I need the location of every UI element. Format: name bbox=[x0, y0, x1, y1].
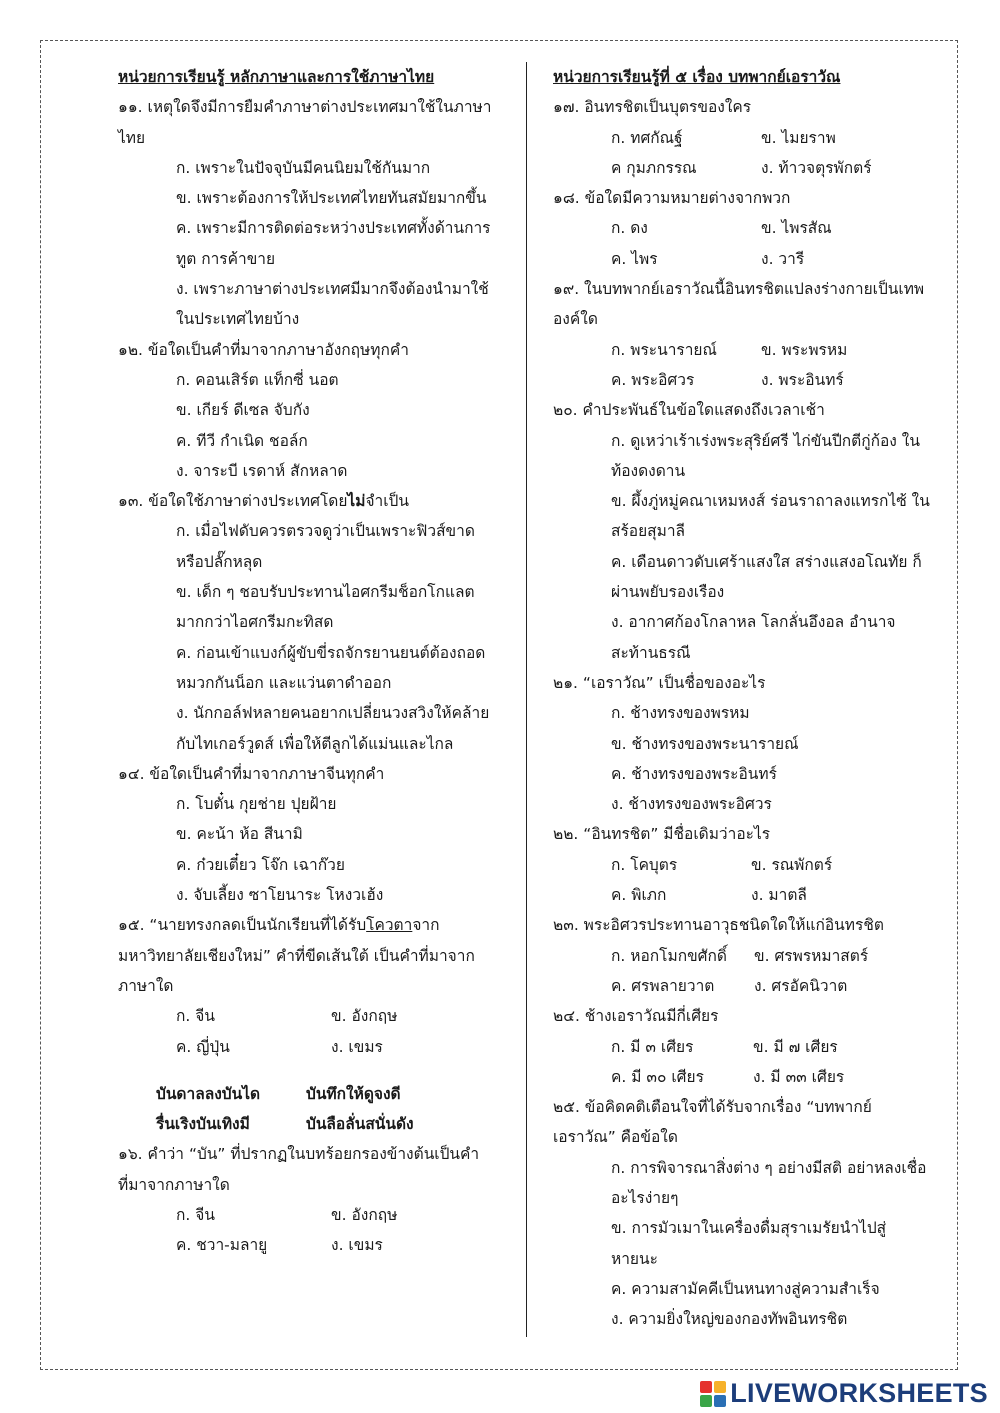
question-11 bbox=[118, 92, 498, 334]
option[interactable]: ค. พระอิศวร bbox=[611, 370, 695, 389]
question-text: ๑๙. ในบทพากย์เอราวัณนี้อินทรชิตแปลงร่างกายเป็นเทพองค์ใด bbox=[553, 280, 925, 329]
question-17 bbox=[553, 92, 933, 183]
option[interactable]: ง. จาระบี เรดาห์ สักหลาด bbox=[176, 461, 348, 480]
option[interactable]: ง. พระอินทร์ bbox=[761, 370, 844, 389]
option-row bbox=[553, 1062, 933, 1092]
option[interactable]: ง. วารี bbox=[761, 249, 805, 268]
question-text: ๑๑. เหตุใดจึงมีการยืมคำภาษาต่างประเทศมาใช้ในภาษาไทย bbox=[118, 98, 492, 147]
option[interactable]: ค. ไพร bbox=[611, 249, 658, 268]
option[interactable]: ข. ไมยราพ bbox=[761, 128, 836, 147]
option[interactable]: ข. เกียร์ ดีเซล จับกัง bbox=[176, 401, 310, 420]
question-text-part: จากมหาวิทยาลัยเชียงใหม่” คำที่ขีดเส้นใต้ เป็นคำที่มาจากภาษาใด bbox=[118, 916, 475, 995]
option[interactable]: ง. ช้างทรงของพระอิศวร bbox=[611, 795, 772, 814]
option[interactable]: ค กุมภกรรณ bbox=[611, 158, 697, 177]
poem-line: บันดาลลงบันได bbox=[156, 1084, 261, 1103]
option[interactable]: ง. เพราะภาษาต่างประเทศมีมากจึงต้องนำมาใช้ในประเทศไทยบ้าง bbox=[176, 280, 489, 329]
question-text: ๑๗. อินทรชิตเป็นบุตรของใคร bbox=[553, 98, 752, 117]
underlined-word: โควตา bbox=[366, 916, 413, 935]
option[interactable]: ค. ชวา-มลายู bbox=[176, 1236, 268, 1255]
option-row bbox=[553, 153, 933, 183]
option-row bbox=[553, 880, 933, 910]
option[interactable]: ค. ก๋วยเตี๋ยว โจ๊ก เฉาก๊วย bbox=[176, 855, 345, 874]
logo-square bbox=[714, 1381, 726, 1393]
option[interactable]: ข. รณพักตร์ bbox=[751, 855, 833, 874]
option[interactable]: ก. มี ๓ เศียร bbox=[611, 1037, 694, 1056]
option[interactable]: ค. เพราะมีการติดต่อระหว่างประเทศทั้งด้านการทูต การค้าขาย bbox=[176, 219, 491, 268]
question-20 bbox=[553, 395, 933, 668]
option[interactable]: ง. มี ๓๓ เศียร bbox=[753, 1067, 845, 1086]
question-text: ๒๐. คำประพันธ์ในข้อใดแสดงถึงเวลาเช้า bbox=[553, 401, 825, 420]
question-21 bbox=[553, 668, 933, 819]
option-row bbox=[553, 971, 933, 1001]
option[interactable]: ข. การมัวเมาในเครื่องดื่มสุราเมรัยนำไปสู่หายนะ bbox=[611, 1219, 887, 1268]
option[interactable]: ก. จีน bbox=[176, 1007, 215, 1026]
option[interactable]: ก. โคบุตร bbox=[611, 855, 678, 874]
question-text: ๒๑. “เอราวัณ” เป็นชื่อของอะไร bbox=[553, 673, 766, 692]
question-text: ๒๓. พระอิศวรประทานอาวุธชนิดใดให้แก่อินทรชิต bbox=[553, 916, 884, 935]
option[interactable]: ค. เดือนดาวดับเศร้าแสงใส สร่างแสงอโณทัย ก็ผ่านพยับรองเรือง bbox=[611, 552, 922, 602]
poem-block bbox=[118, 1079, 498, 1140]
right-heading: หน่วยการเรียนรู้ที่ ๕ เรื่อง บทพากย์เอราวัณ bbox=[553, 68, 841, 86]
right-column bbox=[553, 62, 933, 1334]
question-14 bbox=[118, 759, 498, 910]
question-25 bbox=[553, 1092, 933, 1334]
question-22 bbox=[553, 819, 933, 910]
option-row bbox=[553, 123, 933, 153]
option-row bbox=[553, 365, 933, 395]
option[interactable]: ง. ศรอัคนิวาต bbox=[754, 976, 848, 995]
question-19 bbox=[553, 274, 933, 395]
option[interactable]: ง. เขมร bbox=[331, 1037, 383, 1056]
option[interactable]: ข. อังกฤษ bbox=[331, 1205, 398, 1224]
option[interactable]: ข. ไพรสัณ bbox=[761, 219, 832, 238]
option[interactable]: ข. เด็ก ๆ ชอบรับประทานไอศกรีมช็อกโกแลตมากกว่าไอศกรีมกะทิสด bbox=[176, 583, 475, 632]
option-row bbox=[553, 850, 933, 880]
column-divider bbox=[526, 62, 527, 1337]
option-row bbox=[553, 941, 933, 971]
option[interactable]: ง. ความยิ่งใหญ่ของกองทัพอินทรชิต bbox=[611, 1310, 848, 1329]
option[interactable]: ค. ญี่ปุ่น bbox=[176, 1037, 230, 1056]
logo-square bbox=[700, 1395, 712, 1407]
option[interactable]: ก. คอนเสิร์ต แท็กซี่ นอต bbox=[176, 370, 339, 389]
option[interactable]: ก. หอกโมกขศักดิ์ bbox=[611, 946, 727, 965]
option[interactable]: ค. ทีวี กำเนิด ชอล์ก bbox=[176, 431, 308, 450]
question-text: ๑๖. คำว่า “บัน” ที่ปรากฏในบทร้อยกรองข้างต้นเป็นคำที่มาจากภาษาใด bbox=[118, 1145, 480, 1194]
option[interactable]: ข. มี ๗ เศียร bbox=[753, 1037, 838, 1056]
option[interactable]: ง. นักกอล์ฟหลายคนอยากเปลี่ยนวงสวิงให้คล้ายกับไทเกอร์วูดส์ เพื่อให้ตีลูกได้แม่นและไกล bbox=[176, 704, 490, 753]
question-text: ๑๒. ข้อใดเป็นคำที่มาจากภาษาอังกฤษทุกคำ bbox=[118, 340, 409, 359]
poem-line: บันทึกให้ดูจงดี bbox=[306, 1084, 401, 1103]
left-column bbox=[118, 62, 498, 1261]
question-text: ๑๔. ข้อใดเป็นคำที่มาจากภาษาจีนทุกคำ bbox=[118, 764, 385, 783]
option[interactable]: ค. ช้างทรงของพระอินทร์ bbox=[611, 764, 777, 783]
option[interactable]: ข. ผึ้งภู่หมู่คณาเหมหงส์ ร่อนราถาลงแทรกไซ้ ในสร้อยสุมาลี bbox=[611, 492, 930, 541]
option[interactable]: ก. ดูเหว่าเร้าเร่งพระสุริย์ศรี ไก่ขันปีกตีกู่ก้อง ในท้องดงดาน bbox=[611, 431, 920, 480]
option[interactable]: ง. อากาศก้องโกลาหล โลกลั่นอึงอล อำนาจสะท้านธรณี bbox=[611, 613, 896, 662]
question-18 bbox=[553, 183, 933, 274]
option-row bbox=[553, 244, 933, 274]
option[interactable]: ข. คะน้า ห้อ สีนามิ bbox=[176, 825, 303, 844]
option-row bbox=[118, 1001, 498, 1031]
question-15 bbox=[118, 910, 498, 1061]
question-12 bbox=[118, 335, 498, 486]
option[interactable]: ข. อังกฤษ bbox=[331, 1007, 398, 1026]
question-23 bbox=[553, 910, 933, 1001]
option[interactable]: ข. ช้างทรงของพระนารายณ์ bbox=[611, 734, 799, 753]
option-row bbox=[118, 1230, 498, 1260]
question-text: ๒๕. ข้อคิดคติเตือนใจที่ได้รับจากเรื่อง “บทพากย์เอราวัณ” คือข้อใด bbox=[553, 1098, 872, 1147]
left-heading: หน่วยการเรียนรู้ หลักภาษาและการใช้ภาษาไทย bbox=[118, 68, 435, 86]
option[interactable]: ก. ทศกัณฐ์ bbox=[611, 128, 683, 147]
option[interactable]: ก. จีน bbox=[176, 1205, 215, 1224]
question-text: ๒๒. “อินทรชิต” มีชื่อเดิมว่าอะไร bbox=[553, 825, 771, 844]
option[interactable]: ง. มาตลี bbox=[751, 886, 807, 905]
option[interactable]: ค. ศรพลายวาต bbox=[611, 976, 715, 995]
option[interactable]: ก. ช้างทรงของพรหม bbox=[611, 704, 750, 723]
brand-grid-icon bbox=[700, 1381, 726, 1407]
option[interactable]: ก. การพิจารณาสิ่งต่าง ๆ อย่างมีสติ อย่าหลงเชื่ออะไรง่ายๆ bbox=[611, 1158, 927, 1207]
logo-square bbox=[714, 1395, 726, 1407]
option-row bbox=[553, 335, 933, 365]
question-text-part: จำเป็น bbox=[365, 492, 409, 511]
option[interactable]: ข. พระพรหม bbox=[761, 340, 848, 359]
option[interactable]: ค. พิเภก bbox=[611, 886, 667, 905]
question-16 bbox=[118, 1139, 498, 1260]
option-row bbox=[118, 1200, 498, 1230]
question-text: ๑๘. ข้อใดมีความหมายต่างจากพวก bbox=[553, 189, 791, 208]
option[interactable]: ก. เมื่อไฟดับควรตรวจดูว่าเป็นเพราะฟิวส์ขาดหรือปลั๊กหลุด bbox=[176, 522, 475, 571]
question-text: ๒๔. ช้างเอราวัณมีกี่เศียร bbox=[553, 1007, 719, 1026]
logo-square bbox=[700, 1381, 712, 1393]
option[interactable]: ก. โบตั๋น กุยช่าย ปุยฝ้าย bbox=[176, 795, 337, 814]
option[interactable]: ค. ก่อนเข้าแบงก์ผู้ขับขี่รถจักรยานยนต์ต้องถอดหมวกกันน็อก และแว่นตาดำออก bbox=[176, 643, 486, 692]
poem-line: บันลือลั่นสนั่นดัง bbox=[306, 1115, 414, 1134]
option[interactable]: ก. ดง bbox=[611, 219, 648, 238]
option[interactable]: ง. จับเลี้ยง ซาโยนาระ โหงวเฮ้ง bbox=[176, 886, 384, 905]
option[interactable]: ง. เขมร bbox=[331, 1236, 383, 1255]
option-row bbox=[553, 213, 933, 243]
option[interactable]: ก. เพราะในปัจจุบันมีคนนิยมใช้กันมาก bbox=[176, 158, 431, 177]
question-text-part: ๑๓. ข้อใดใช้ภาษาต่างประเทศโดย bbox=[118, 492, 348, 511]
question-text bbox=[118, 910, 498, 1001]
option[interactable]: ค. มี ๓๐ เศียร bbox=[611, 1067, 704, 1086]
option[interactable]: ก. พระนารายณ์ bbox=[611, 340, 717, 359]
question-24 bbox=[553, 1001, 933, 1092]
option-row bbox=[118, 1032, 498, 1062]
poem-line: รื่นเริงบันเทิงมี bbox=[156, 1115, 250, 1134]
question-text-part: ๑๕. “นายทรงกลดเป็นนักเรียนที่ได้รับ bbox=[118, 916, 367, 935]
emphasis-word: ไม่ bbox=[347, 492, 366, 511]
liveworksheets-logo[interactable] bbox=[700, 1378, 988, 1409]
option-row bbox=[553, 1032, 933, 1062]
brand-name: LIVEWORKSHEETS bbox=[730, 1378, 988, 1408]
option[interactable]: ข. ศรพรหมาสตร์ bbox=[754, 946, 869, 965]
option[interactable]: ง. ท้าวจตุรพักตร์ bbox=[761, 158, 872, 177]
question-13 bbox=[118, 486, 498, 759]
question-text bbox=[118, 486, 498, 516]
option[interactable]: ข. เพราะต้องการให้ประเทศไทยทันสมัยมากขึ้น bbox=[176, 189, 487, 208]
option[interactable]: ค. ความสามัคคีเป็นหนทางสู่ความสำเร็จ bbox=[611, 1279, 880, 1298]
